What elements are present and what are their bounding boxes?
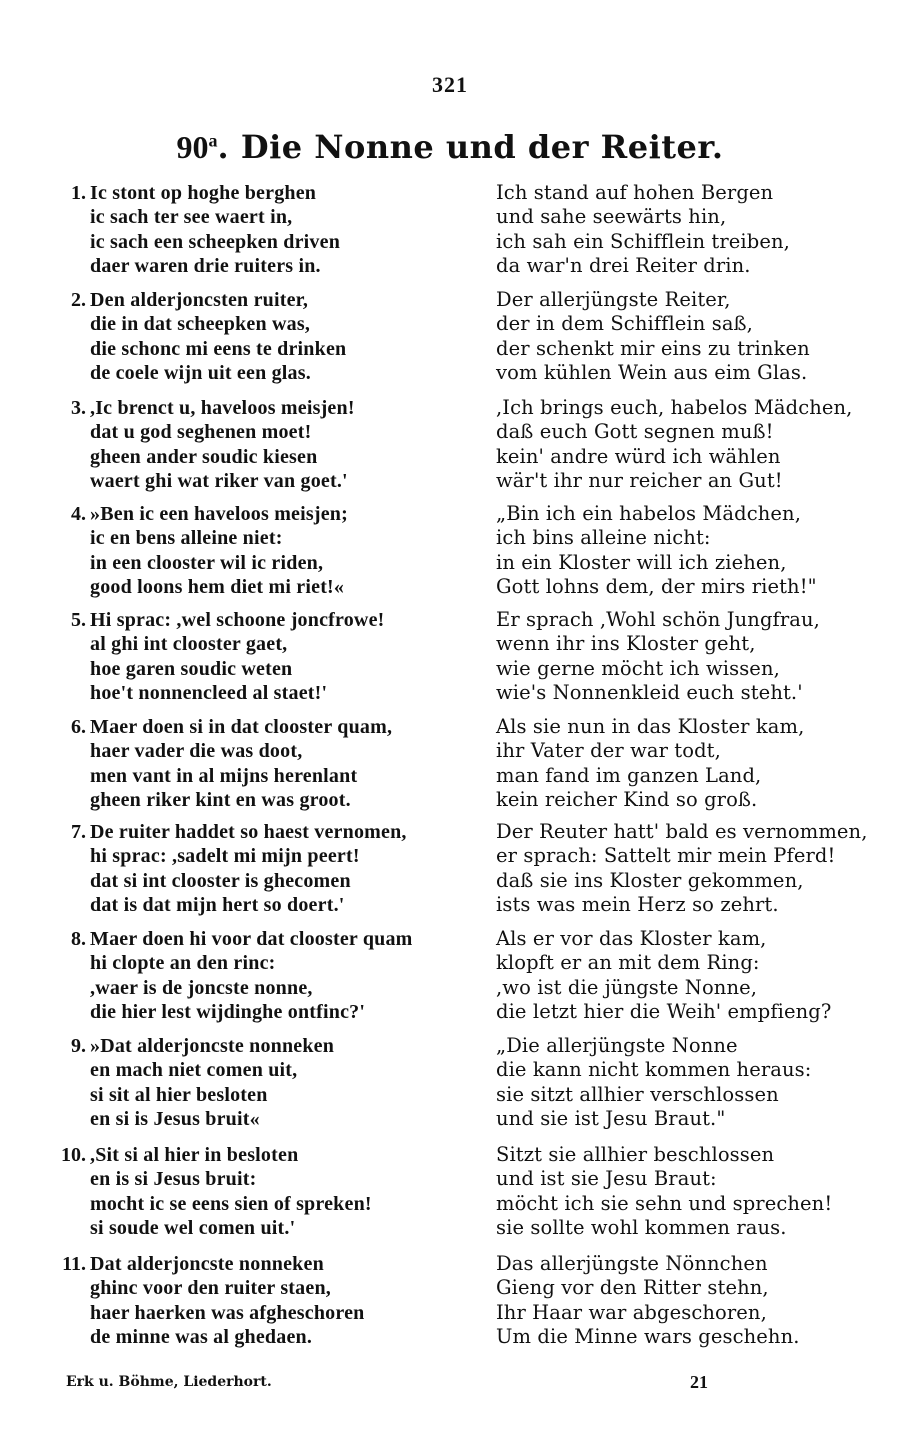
german-verse	[496, 502, 886, 599]
dutch-line: en is si Jesus bruit:	[90, 1168, 257, 1191]
german-verse	[496, 181, 886, 278]
dutch-line: si sit al hier besloten	[90, 1083, 268, 1106]
german-line: Als sie nun in das Kloster kam,	[496, 715, 805, 738]
dutch-verse	[90, 1034, 490, 1131]
dutch-line: hoe't nonnencleed al staet!'	[90, 681, 328, 704]
dutch-line: ghinc voor den ruiter staen,	[90, 1277, 331, 1300]
dutch-line: die hier lest wijdinghe ontfinc?'	[90, 1000, 366, 1023]
stanza-number: 3.	[71, 397, 86, 419]
dutch-line: gheen ander soudic kiesen	[90, 445, 318, 468]
german-line: ists was mein Herz so zehrt.	[496, 892, 779, 916]
dutch-line: haer vader die was doot,	[90, 740, 303, 763]
title-text: Die Nonne und der Reiter.	[240, 128, 724, 166]
german-line: er sprach: Sattelt mir mein Pferd!	[496, 844, 836, 868]
dutch-line: De ruiter haddet so haest vernomen,	[90, 821, 407, 843]
german-line: Er sprach ,Wohl schön Jungfrau,	[496, 608, 820, 631]
dutch-line: de minne was al ghedaen.	[90, 1325, 313, 1348]
german-verse	[496, 396, 886, 493]
german-line: Gieng vor den Ritter stehn,	[496, 1276, 769, 1300]
dutch-line: ,waer is de joncste nonne,	[90, 976, 313, 999]
dutch-line: »Dat alderjoncste nonneken	[90, 1035, 335, 1057]
german-line: ich sah ein Schifflein treiben,	[496, 229, 790, 253]
stanza-number: 7.	[71, 821, 86, 843]
dutch-line: ic sach een scheepken driven	[90, 230, 341, 253]
german-line: man fand im ganzen Land,	[496, 763, 762, 787]
dutch-verse	[90, 927, 490, 1024]
dutch-line: ic sach ter see waert in,	[90, 206, 293, 229]
german-line: der schenkt mir eins zu trinken	[496, 336, 810, 360]
german-line: daß sie ins Kloster gekommen,	[496, 868, 804, 892]
dutch-line: Ic stont op hoghe berghen	[90, 182, 317, 204]
dutch-line: haer haerken was afgheschoren	[90, 1301, 365, 1324]
dutch-line: Hi sprac: ,wel schoone joncfrowe!	[90, 609, 385, 631]
german-line: Sitzt sie allhier beschlossen	[496, 1143, 775, 1166]
dutch-line: gheen riker kint en was groot.	[90, 788, 351, 811]
dutch-line: »Ben ic een haveloos meisjen;	[90, 503, 348, 525]
dutch-verse	[90, 1252, 490, 1349]
german-line: wär't ihr nur reicher an Gut!	[496, 468, 783, 492]
dutch-line: hoe garen soudic weten	[90, 657, 293, 680]
stanza-number: 5.	[71, 609, 86, 631]
dutch-line: men vant in al mijns herenlant	[90, 764, 358, 787]
german-line: Ich stand auf hohen Bergen	[496, 181, 774, 204]
german-line: die letzt hier die Weih' empfieng?	[496, 999, 832, 1023]
german-verse	[496, 608, 886, 705]
stanza-number: 6.	[71, 716, 86, 738]
dutch-line: die schonc mi eens te drinken	[90, 337, 347, 360]
german-line: „Bin ich ein habelos Mädchen,	[496, 502, 802, 525]
stanza-number: 10.	[61, 1144, 86, 1166]
german-line: ich bins alleine nicht:	[496, 526, 711, 550]
german-line: „Die allerjüngste Nonne	[496, 1034, 738, 1057]
dutch-line: good loons hem diet mi riet!«	[90, 575, 345, 598]
german-line: möcht ich sie sehn und sprechen!	[496, 1191, 833, 1215]
german-line: vom kühlen Wein aus eim Glas.	[496, 360, 808, 384]
dutch-line: daer waren drie ruiters in.	[90, 254, 321, 277]
dutch-line: al ghi int clooster gaet,	[90, 633, 288, 656]
german-line: und ist sie Jesu Braut:	[496, 1167, 717, 1191]
dutch-line: si soude wel comen uit.'	[90, 1216, 296, 1239]
dutch-line: waert ghi wat riker van goet.'	[90, 469, 348, 492]
german-line: Um die Minne wars geschehn.	[496, 1324, 800, 1348]
dutch-line: en si is Jesus bruit«	[90, 1107, 260, 1130]
dutch-line: de coele wijn uit een glas.	[90, 361, 311, 384]
dutch-verse	[90, 396, 490, 493]
dutch-line: Den alderjoncsten ruiter,	[90, 289, 309, 311]
german-line: da war'n drei Reiter drin.	[496, 253, 751, 277]
german-line: wenn ihr ins Kloster geht,	[496, 632, 756, 656]
german-verse	[496, 1252, 886, 1349]
german-line: Das allerjüngste Nönnchen	[496, 1252, 768, 1275]
german-line: klopft er an mit dem Ring:	[496, 951, 760, 975]
german-line: kein reicher Kind so groß.	[496, 787, 758, 811]
german-line: Ihr Haar war abgeschoren,	[496, 1300, 767, 1324]
german-line: wie gerne möcht ich wissen,	[496, 656, 780, 680]
german-line: ,Ich brings euch, habelos Mädchen,	[496, 396, 853, 419]
page-number: 321	[432, 72, 468, 97]
dutch-verse	[90, 820, 490, 917]
dutch-verse	[90, 502, 490, 599]
stanza-number: 9.	[71, 1035, 86, 1057]
dutch-verse	[90, 1143, 490, 1240]
german-verse	[496, 820, 886, 917]
german-line: und sahe seewärts hin,	[496, 205, 727, 229]
dutch-line: Maer doen hi voor dat clooster quam	[90, 928, 413, 950]
dutch-line: die in dat scheepken was,	[90, 313, 311, 336]
dutch-line: hi sprac: ,sadelt mi mijn peert!	[90, 845, 360, 868]
german-line: in ein Kloster will ich ziehen,	[496, 550, 787, 574]
german-verse	[496, 1143, 886, 1240]
german-line: ,wo ist die jüngste Nonne,	[496, 975, 758, 999]
title-number: 90	[176, 129, 209, 165]
poem-title: 90$^a$. Die Nonne und der Reiter.	[176, 128, 724, 166]
german-line: Der allerjüngste Reiter,	[496, 288, 731, 311]
footer-source: Erk u. Böhme, Liederhort.	[66, 1374, 272, 1390]
german-verse	[496, 288, 886, 385]
title-superscript: a	[208, 130, 218, 151]
dutch-line: ,Sit si al hier in besloten	[90, 1144, 299, 1166]
dutch-verse	[90, 288, 490, 385]
dutch-line: en mach niet comen uit,	[90, 1059, 298, 1082]
stanza-number: 11.	[62, 1253, 86, 1275]
german-line: ihr Vater der war todt,	[496, 739, 721, 763]
german-line: Als er vor das Kloster kam,	[496, 927, 767, 950]
stanza-number: 4.	[71, 503, 86, 525]
stanza-number: 2.	[71, 289, 86, 311]
german-line: und sie ist Jesu Braut."	[496, 1106, 726, 1130]
german-verse	[496, 927, 886, 1024]
german-line: Der Reuter hatt' bald es vernommen,	[496, 820, 868, 843]
dutch-line: dat is dat mijn hert so doert.'	[90, 893, 345, 916]
german-verse	[496, 1034, 886, 1131]
german-line: sie sitzt allhier verschlossen	[496, 1082, 779, 1106]
dutch-line: mocht ic se eens sien of spreken!	[90, 1192, 372, 1215]
german-line: die kann nicht kommen heraus:	[496, 1058, 812, 1082]
footer-signature: 21	[690, 1372, 708, 1392]
dutch-verse	[90, 715, 490, 812]
stanza-number: 1.	[71, 182, 86, 204]
stanza-number: 8.	[71, 928, 86, 950]
dutch-line: ic en bens alleine niet:	[90, 527, 283, 550]
dutch-line: hi clopte an den rinc:	[90, 952, 276, 975]
german-line: daß euch Gott segnen muß!	[496, 420, 774, 444]
dutch-line: ,Ic brenct u, haveloos meisjen!	[90, 397, 355, 419]
german-line: wie's Nonnenkleid euch steht.'	[496, 680, 803, 704]
dutch-line: Maer doen si in dat clooster quam,	[90, 716, 393, 738]
dutch-verse	[90, 608, 490, 705]
german-line: der in dem Schifflein saß,	[496, 312, 753, 336]
dutch-verse	[90, 181, 490, 278]
dutch-line: dat u god seghenen moet!	[90, 421, 312, 444]
german-line: kein' andre würd ich wählen	[496, 444, 781, 468]
german-verse	[496, 715, 886, 812]
german-line: sie sollte wohl kommen raus.	[496, 1215, 787, 1239]
dutch-line: dat si int clooster is ghecomen	[90, 869, 351, 892]
dutch-line: in een clooster wil ic riden,	[90, 551, 324, 574]
german-line: Gott lohns dem, der mirs rieth!"	[496, 574, 817, 598]
dutch-line: Dat alderjoncste nonneken	[90, 1253, 324, 1275]
